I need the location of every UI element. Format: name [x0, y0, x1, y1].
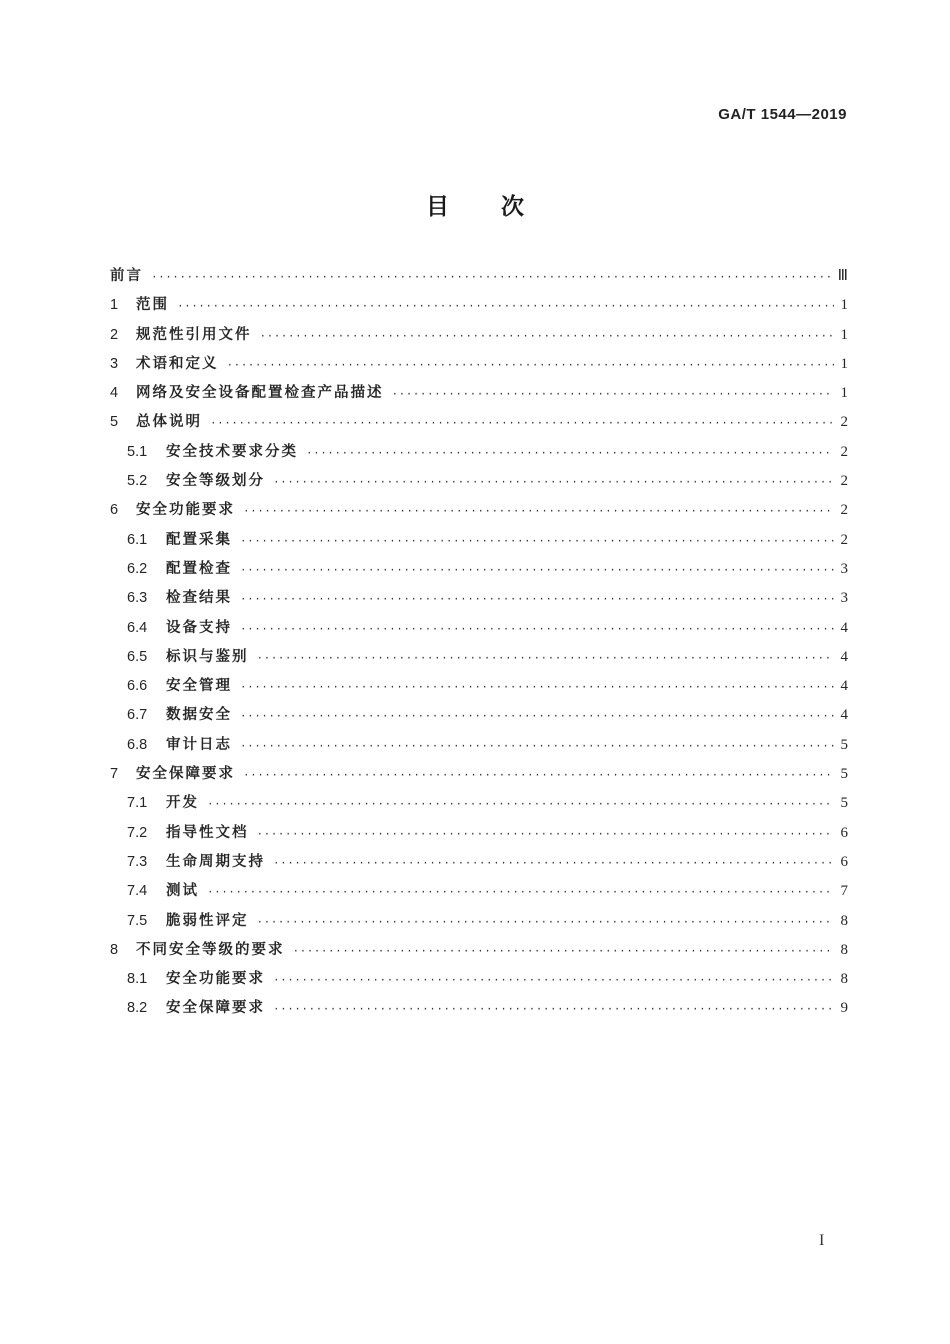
toc-entry-title: 安全功能要求 — [166, 971, 265, 988]
toc-entry-page: 7 — [840, 883, 848, 900]
toc-entry[interactable] — [110, 674, 848, 703]
toc-entry[interactable] — [110, 440, 848, 469]
toc-entry-title: 设备支持 — [166, 619, 232, 636]
toc-entry[interactable] — [110, 293, 848, 322]
toc-dot-leader — [257, 653, 835, 665]
toc-entry-title: 开发 — [166, 795, 199, 812]
toc-dot-leader — [240, 624, 834, 636]
toc-entry[interactable] — [110, 703, 848, 732]
toc-entry[interactable] — [110, 469, 848, 498]
toc-entry-number: 6.5 — [127, 648, 148, 665]
page-number: I — [819, 1232, 825, 1249]
toc-entry-page: 6 — [840, 824, 848, 841]
toc-entry[interactable] — [110, 498, 848, 527]
toc-entry-title: 安全技术要求分类 — [166, 443, 298, 460]
toc-entry-number: 1 — [110, 297, 119, 314]
toc-dot-leader — [273, 477, 834, 489]
toc-entry-title: 检查结果 — [166, 590, 232, 607]
toc-entry-page: 3 — [840, 560, 848, 577]
toc-dot-leader — [240, 565, 834, 577]
page-title: 目次 — [426, 194, 576, 220]
toc-entry-number: 7.1 — [127, 795, 148, 812]
toc-entry[interactable] — [110, 996, 848, 1025]
toc-entry[interactable] — [110, 791, 848, 820]
toc-entry[interactable] — [110, 557, 848, 586]
toc-entry-page: 8 — [840, 971, 848, 988]
toc-entry-number: 5.2 — [127, 473, 148, 490]
toc-entry[interactable] — [110, 821, 848, 850]
toc-entry-page: 5 — [840, 795, 848, 812]
toc-entry-page: 2 — [840, 414, 848, 431]
toc-entry-title: 安全保障要求 — [136, 766, 235, 783]
toc-entry-title: 前言 — [110, 268, 143, 284]
toc-entry-number: 7.4 — [127, 883, 148, 900]
toc-entry-number: 7.5 — [127, 912, 148, 929]
toc-entry-page: 2 — [840, 531, 848, 548]
toc-entry-page: 4 — [840, 707, 848, 724]
toc-entry-title: 数据安全 — [166, 707, 232, 724]
toc-dot-leader — [227, 360, 835, 372]
toc-entry[interactable] — [110, 586, 848, 615]
toc-dot-leader — [207, 887, 834, 899]
toc-dot-leader — [260, 331, 835, 343]
toc-entry-title: 标识与鉴别 — [166, 648, 249, 665]
toc-entry[interactable] — [110, 352, 848, 381]
toc-entry-number: 6 — [110, 502, 119, 519]
toc-dot-leader — [392, 389, 835, 401]
toc-entry-number: 6.3 — [127, 590, 148, 607]
toc-entry-title: 生命周期支持 — [166, 853, 265, 870]
toc-dot-leader — [240, 711, 834, 723]
toc-entry-title: 审计日志 — [166, 736, 232, 753]
toc-entry-page: 4 — [840, 648, 848, 665]
toc-dot-leader — [257, 829, 835, 841]
toc-entry-number: 8.2 — [127, 1000, 148, 1017]
toc-entry-title: 规范性引用文件 — [136, 326, 252, 343]
toc-entry-page: 1 — [840, 385, 848, 402]
toc-dot-leader — [273, 1004, 834, 1016]
toc-dot-leader — [273, 858, 834, 870]
toc-dot-leader — [306, 448, 834, 460]
toc-dot-leader — [240, 682, 834, 694]
toc-entry-title: 脆弱性评定 — [166, 912, 249, 929]
toc-entry[interactable] — [110, 645, 848, 674]
toc-entry-title: 安全功能要求 — [136, 502, 235, 519]
toc-entry-page: 1 — [840, 326, 848, 343]
toc-dot-leader — [240, 741, 834, 753]
toc-entry-page: 1 — [840, 297, 848, 314]
toc-entry-page: 3 — [840, 590, 848, 607]
toc-entry-number: 4 — [110, 385, 119, 402]
toc-entry-title: 指导性文档 — [166, 824, 249, 841]
toc-entry-page: 5 — [840, 736, 848, 753]
toc-entry-title: 配置采集 — [166, 531, 232, 548]
toc-entry[interactable] — [110, 967, 848, 996]
toc-entry-title: 范围 — [136, 297, 169, 314]
toc-entry-page: 6 — [840, 853, 848, 870]
toc-entry[interactable] — [110, 616, 848, 645]
toc-entry-title: 网络及安全设备配置检查产品描述 — [136, 385, 384, 402]
toc-entry-page: Ⅲ — [837, 268, 848, 284]
toc-entry-title: 测试 — [166, 883, 199, 900]
toc-entry[interactable] — [110, 528, 848, 557]
toc-entry-page: 5 — [840, 766, 848, 783]
toc-entry[interactable] — [110, 410, 848, 439]
toc-entry-number: 6.6 — [127, 678, 148, 695]
toc-entry-number: 7 — [110, 766, 119, 783]
toc-entry-number: 6.2 — [127, 560, 148, 577]
toc-entry-page: 8 — [840, 912, 848, 929]
standard-code: GA/T 1544—2019 — [718, 106, 847, 123]
toc-entry-page: 1 — [840, 355, 848, 372]
toc-entry-number: 6.4 — [127, 619, 148, 636]
toc-entry-page: 8 — [840, 941, 848, 958]
toc-entry-page: 4 — [840, 678, 848, 695]
toc-entry[interactable] — [110, 879, 848, 908]
toc-entry-number: 7.3 — [127, 853, 148, 870]
toc-dot-leader — [273, 975, 834, 987]
toc-entry-page: 9 — [840, 1000, 848, 1017]
toc-entry-title: 总体说明 — [136, 414, 202, 431]
toc-entry-title: 术语和定义 — [136, 355, 219, 372]
toc-dot-leader — [151, 272, 832, 284]
toc-entry-number: 2 — [110, 326, 119, 343]
toc-entry[interactable] — [110, 381, 848, 410]
toc-entry[interactable] — [110, 909, 848, 938]
toc-dot-leader — [243, 506, 834, 518]
toc-dot-leader — [240, 594, 834, 606]
table-of-contents — [110, 264, 848, 1026]
toc-entry-title: 安全保障要求 — [166, 1000, 265, 1017]
toc-dot-leader — [210, 418, 834, 430]
toc-entry-page: 2 — [840, 443, 848, 460]
toc-entry[interactable] — [110, 850, 848, 879]
toc-dot-leader — [243, 770, 834, 782]
toc-entry[interactable] — [110, 938, 848, 967]
toc-entry-page: 2 — [840, 473, 848, 490]
toc-entry[interactable] — [110, 733, 848, 762]
toc-entry[interactable] — [110, 323, 848, 352]
toc-entry-title: 安全管理 — [166, 678, 232, 695]
toc-entry-number: 6.1 — [127, 531, 148, 548]
toc-entry-number: 6.7 — [127, 707, 148, 724]
toc-entry-title: 安全等级划分 — [166, 473, 265, 490]
toc-dot-leader — [177, 301, 834, 313]
toc-entry-title: 不同安全等级的要求 — [136, 941, 285, 958]
toc-entry-title: 配置检查 — [166, 560, 232, 577]
toc-entry-number: 8 — [110, 941, 119, 958]
toc-dot-leader — [240, 536, 834, 548]
toc-entry-number: 5 — [110, 414, 119, 431]
toc-entry[interactable] — [110, 264, 848, 293]
toc-dot-leader — [257, 917, 835, 929]
toc-entry[interactable] — [110, 762, 848, 791]
toc-dot-leader — [207, 799, 834, 811]
toc-entry-number: 5.1 — [127, 443, 148, 460]
toc-entry-number: 8.1 — [127, 971, 148, 988]
toc-entry-number: 7.2 — [127, 824, 148, 841]
toc-entry-page: 2 — [840, 502, 848, 519]
toc-entry-number: 6.8 — [127, 736, 148, 753]
toc-dot-leader — [293, 946, 835, 958]
toc-entry-number: 3 — [110, 355, 119, 372]
toc-entry-page: 4 — [840, 619, 848, 636]
